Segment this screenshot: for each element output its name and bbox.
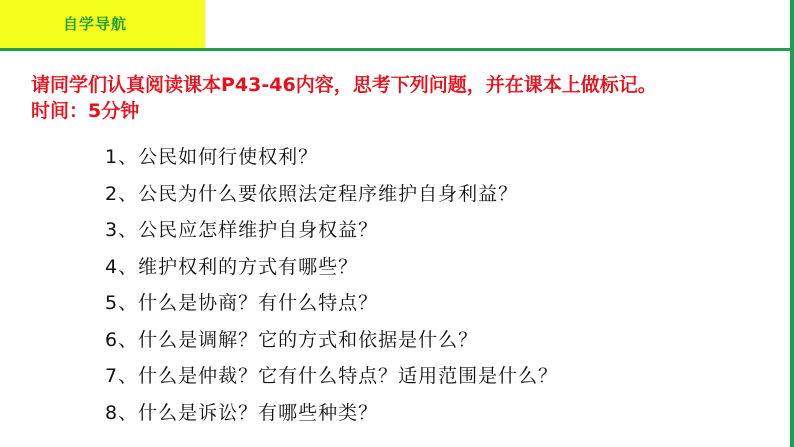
instruction-line: 请同学们认真阅读课本P43-46内容，思考下列问题，并在课本上做标记。 bbox=[31, 74, 657, 96]
question-item: 7、什么是仲裁？它有什么特点？适用范围是什么？ bbox=[105, 365, 559, 387]
time-limit: 时间：5分钟 bbox=[31, 100, 140, 122]
question-item: 6、什么是调解？它的方式和依据是什么？ bbox=[105, 328, 479, 351]
question-item: 5、什么是协商？有什么特点？ bbox=[105, 292, 379, 314]
question-item: 4、维护权利的方式有哪些？ bbox=[105, 255, 359, 278]
question-item: 2、公民为什么要依照法定程序维护自身利益？ bbox=[105, 182, 519, 205]
question-item: 1、公民如何行使权利？ bbox=[105, 146, 319, 168]
header-divider bbox=[0, 48, 794, 51]
instruction-block bbox=[31, 72, 786, 124]
header-title: 自学导航 bbox=[63, 15, 128, 33]
question-item: 8、什么是诉讼？有哪些种类？ bbox=[105, 401, 379, 424]
question-list bbox=[105, 142, 558, 434]
side-accent-bar bbox=[790, 0, 794, 447]
question-item: 3、公民应怎样维护自身权益？ bbox=[105, 219, 379, 241]
